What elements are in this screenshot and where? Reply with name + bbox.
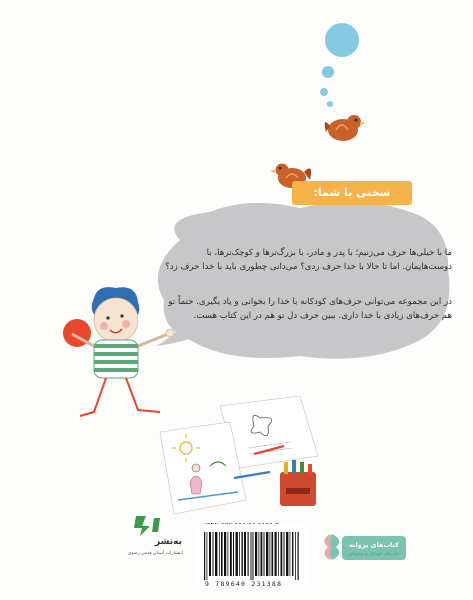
- publisher-logo-icon: [120, 512, 180, 538]
- bubble-small: [320, 88, 328, 96]
- section-heading: سخنی با شما:: [292, 181, 412, 205]
- barcode: [196, 524, 308, 584]
- intro-paragraph: در این مجموعه می‌توانی حرف‌های کودکانه با خدا را بخوانی و یاد بگیری. حتماً تو هم حرف‌های زیادی با خدا داری. ببین حرف دل تو هم در این کتاب هست.: [168, 297, 452, 321]
- children-drawings-illustration: [150, 396, 340, 521]
- barcode-number: 9 789640 231388: [205, 580, 283, 588]
- bubble-large: [325, 23, 359, 57]
- bubble-medium: [322, 66, 334, 78]
- bird-icon: [318, 108, 368, 148]
- bubble-tiny: [327, 101, 333, 107]
- speech-cloud: [150, 200, 456, 362]
- imprint-subtitle: کتاب‌های کودکان و نوجوانان: [348, 552, 400, 557]
- bubbles-illustration: [318, 20, 368, 110]
- intro-paragraph: ما با خیلی‌ها حرف می‌زنیم؛ با پدر و مادر، با بزرگ‌ترها و کوچک‌ترها، با دوست‌هایمان. اما تا حالا با خدا حرف زدی؟ می‌دانی چطوری باید با خدا حرف زد؟: [165, 248, 452, 272]
- publisher-name: به‌نشر: [155, 537, 182, 547]
- imprint-name: کتاب‌های پروانه: [349, 541, 399, 549]
- publisher-subtitle: انتشارات آستان قدس رضوی: [127, 551, 183, 556]
